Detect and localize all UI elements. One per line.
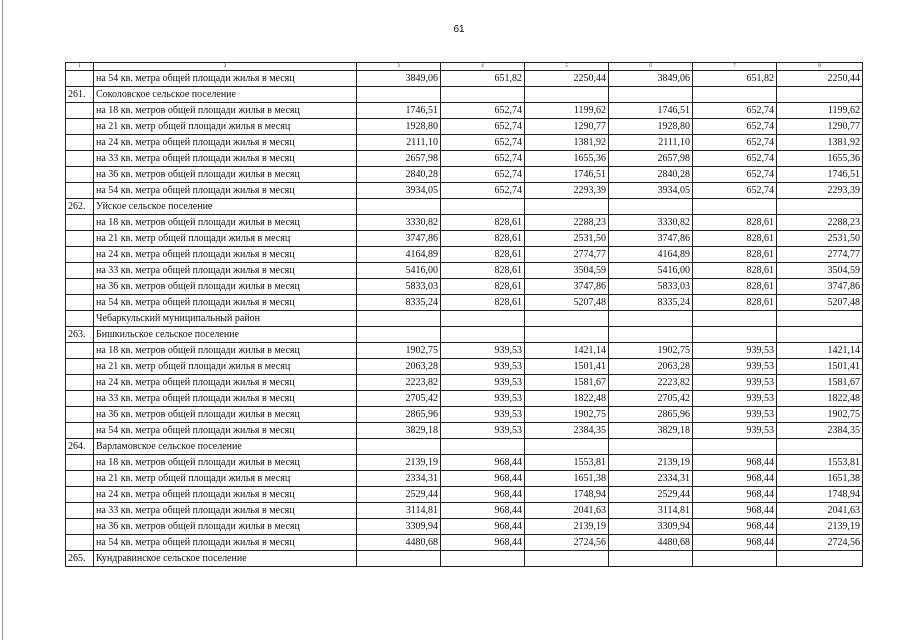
value-cell: 2111,10 [609, 135, 693, 151]
value-cell: 2139,19 [357, 455, 441, 471]
value-cell: 5833,03 [357, 279, 441, 295]
value-cell [609, 551, 693, 567]
value-cell: 968,44 [441, 503, 525, 519]
value-cell: 939,53 [693, 359, 777, 375]
value-cell: 968,44 [441, 471, 525, 487]
value-cell [525, 439, 609, 455]
row-description: на 18 кв. метров общей площади жилья в месяц [94, 343, 357, 359]
value-cell: 1553,81 [777, 455, 863, 471]
row-description: на 33 кв. метра общей площади жилья в месяц [94, 503, 357, 519]
row-description: на 54 кв. метра общей площади жилья в месяц [94, 295, 357, 311]
value-cell [525, 199, 609, 215]
value-cell: 5416,00 [609, 263, 693, 279]
value-cell [441, 551, 525, 567]
value-cell [609, 439, 693, 455]
row-description: Чебаркульский муниципальный район [94, 311, 357, 327]
table-row [66, 87, 863, 103]
value-cell: 1746,51 [609, 103, 693, 119]
value-cell: 939,53 [441, 375, 525, 391]
value-cell [777, 199, 863, 215]
row-description: на 33 кв. метра общей площади жилья в месяц [94, 263, 357, 279]
value-cell: 2657,98 [357, 151, 441, 167]
row-index: 264. [66, 439, 94, 455]
column-number: 2 [94, 63, 357, 71]
table-row [66, 519, 863, 535]
value-cell: 3114,81 [357, 503, 441, 519]
value-cell [441, 199, 525, 215]
value-cell: 828,61 [441, 247, 525, 263]
row-index [66, 407, 94, 423]
value-cell: 2111,10 [357, 135, 441, 151]
table-row [66, 423, 863, 439]
value-cell [609, 87, 693, 103]
value-cell: 939,53 [693, 423, 777, 439]
table-row [66, 551, 863, 567]
row-description: на 33 кв. метра общей площади жилья в месяц [94, 391, 357, 407]
row-description: на 18 кв. метров общей площади жилья в месяц [94, 455, 357, 471]
value-cell: 1290,77 [525, 119, 609, 135]
value-cell: 968,44 [693, 455, 777, 471]
value-cell: 3747,86 [609, 231, 693, 247]
row-index [66, 151, 94, 167]
value-cell: 968,44 [693, 535, 777, 551]
value-cell: 4480,68 [357, 535, 441, 551]
value-cell: 939,53 [441, 359, 525, 375]
value-cell: 3330,82 [357, 215, 441, 231]
table-row [66, 391, 863, 407]
row-index [66, 119, 94, 135]
value-cell [609, 311, 693, 327]
column-number-row [66, 63, 863, 71]
page-left-edge [2, 0, 3, 640]
value-cell: 1199,62 [525, 103, 609, 119]
table-row [66, 119, 863, 135]
value-cell [777, 327, 863, 343]
row-index [66, 71, 94, 87]
value-cell: 5207,48 [525, 295, 609, 311]
value-cell: 3849,06 [609, 71, 693, 87]
value-cell: 3309,94 [357, 519, 441, 535]
row-description: Бишкильское сельское поселение [94, 327, 357, 343]
value-cell: 2250,44 [777, 71, 863, 87]
row-description: на 18 кв. метров общей площади жилья в месяц [94, 103, 357, 119]
value-cell [357, 327, 441, 343]
value-cell: 1381,92 [525, 135, 609, 151]
value-cell: 2705,42 [609, 391, 693, 407]
row-index [66, 247, 94, 263]
value-cell: 3934,05 [357, 183, 441, 199]
value-cell: 2531,50 [777, 231, 863, 247]
value-cell: 3309,94 [609, 519, 693, 535]
value-cell: 1902,75 [609, 343, 693, 359]
value-cell [693, 439, 777, 455]
value-cell: 1902,75 [777, 407, 863, 423]
value-cell: 652,74 [441, 167, 525, 183]
value-cell: 828,61 [693, 215, 777, 231]
value-cell: 2293,39 [525, 183, 609, 199]
row-index [66, 167, 94, 183]
value-cell: 2293,39 [777, 183, 863, 199]
value-cell [777, 87, 863, 103]
value-cell: 652,74 [441, 119, 525, 135]
row-index: 261. [66, 87, 94, 103]
value-cell: 5207,48 [777, 295, 863, 311]
value-cell: 1655,36 [777, 151, 863, 167]
value-cell: 3829,18 [609, 423, 693, 439]
table-row [66, 327, 863, 343]
value-cell: 939,53 [693, 391, 777, 407]
value-cell: 939,53 [441, 423, 525, 439]
table-row [66, 135, 863, 151]
value-cell [357, 199, 441, 215]
row-index [66, 279, 94, 295]
row-description: Соколовское сельское поселение [94, 87, 357, 103]
value-cell: 939,53 [441, 391, 525, 407]
row-description: на 36 кв. метров общей площади жилья в месяц [94, 167, 357, 183]
row-index [66, 295, 94, 311]
row-index [66, 263, 94, 279]
row-index [66, 519, 94, 535]
value-cell [441, 87, 525, 103]
table-row [66, 343, 863, 359]
table-row [66, 151, 863, 167]
table-row [66, 439, 863, 455]
table-row [66, 295, 863, 311]
value-cell: 3747,86 [525, 279, 609, 295]
value-cell: 2657,98 [609, 151, 693, 167]
row-description: на 21 кв. метр общей площади жилья в месяц [94, 231, 357, 247]
value-cell [441, 327, 525, 343]
row-description: на 21 кв. метр общей площади жилья в месяц [94, 119, 357, 135]
value-cell: 652,74 [693, 151, 777, 167]
value-cell [441, 439, 525, 455]
row-description: на 24 кв. метра общей площади жилья в месяц [94, 247, 357, 263]
value-cell: 1822,48 [777, 391, 863, 407]
value-cell: 652,74 [693, 103, 777, 119]
value-cell [441, 311, 525, 327]
value-cell: 2334,31 [357, 471, 441, 487]
table-row [66, 487, 863, 503]
value-cell: 3829,18 [357, 423, 441, 439]
value-cell: 1581,67 [525, 375, 609, 391]
column-number: 6 [609, 63, 693, 71]
value-cell: 652,74 [441, 151, 525, 167]
table-row [66, 407, 863, 423]
tariff-table [65, 62, 863, 567]
value-cell: 652,74 [693, 119, 777, 135]
value-cell: 968,44 [441, 535, 525, 551]
value-cell [609, 327, 693, 343]
value-cell [357, 551, 441, 567]
row-index [66, 103, 94, 119]
row-index [66, 215, 94, 231]
value-cell: 968,44 [693, 519, 777, 535]
column-number: 4 [441, 63, 525, 71]
value-cell [693, 327, 777, 343]
value-cell: 2774,77 [777, 247, 863, 263]
value-cell: 652,74 [693, 167, 777, 183]
value-cell: 4164,89 [609, 247, 693, 263]
row-description: на 36 кв. метров общей площади жилья в месяц [94, 279, 357, 295]
value-cell: 1746,51 [357, 103, 441, 119]
value-cell [357, 311, 441, 327]
value-cell: 939,53 [441, 343, 525, 359]
row-index [66, 487, 94, 503]
value-cell: 968,44 [441, 487, 525, 503]
value-cell: 828,61 [441, 215, 525, 231]
value-cell: 1655,36 [525, 151, 609, 167]
value-cell: 2529,44 [609, 487, 693, 503]
column-number: 5 [525, 63, 609, 71]
table-row [66, 455, 863, 471]
value-cell: 2705,42 [357, 391, 441, 407]
row-index [66, 423, 94, 439]
table-body [66, 63, 863, 567]
row-index [66, 183, 94, 199]
row-index [66, 535, 94, 551]
table-row [66, 263, 863, 279]
value-cell: 4480,68 [609, 535, 693, 551]
row-description: на 54 кв. метра общей площади жилья в месяц [94, 535, 357, 551]
value-cell: 828,61 [441, 231, 525, 247]
table-row [66, 231, 863, 247]
row-index [66, 503, 94, 519]
table-row [66, 311, 863, 327]
value-cell [693, 551, 777, 567]
table-row [66, 103, 863, 119]
row-description: на 18 кв. метров общей площади жилья в месяц [94, 215, 357, 231]
value-cell: 652,74 [441, 103, 525, 119]
row-description: на 21 кв. метр общей площади жилья в месяц [94, 471, 357, 487]
row-description: на 24 кв. метра общей площади жилья в месяц [94, 375, 357, 391]
value-cell [525, 327, 609, 343]
value-cell: 3747,86 [357, 231, 441, 247]
value-cell: 2041,63 [777, 503, 863, 519]
value-cell: 828,61 [693, 231, 777, 247]
table-row [66, 279, 863, 295]
row-index [66, 359, 94, 375]
value-cell [777, 551, 863, 567]
value-cell: 2139,19 [777, 519, 863, 535]
row-index [66, 231, 94, 247]
row-description: Кундравинское сельское поселение [94, 551, 357, 567]
value-cell: 1581,67 [777, 375, 863, 391]
value-cell [609, 199, 693, 215]
table-row [66, 375, 863, 391]
value-cell: 968,44 [693, 487, 777, 503]
value-cell: 5416,00 [357, 263, 441, 279]
value-cell: 1822,48 [525, 391, 609, 407]
value-cell: 3504,59 [777, 263, 863, 279]
value-cell: 2840,28 [609, 167, 693, 183]
value-cell: 2865,96 [357, 407, 441, 423]
table-row [66, 535, 863, 551]
value-cell: 1501,41 [777, 359, 863, 375]
value-cell: 1902,75 [525, 407, 609, 423]
value-cell: 1199,62 [777, 103, 863, 119]
value-cell: 2724,56 [525, 535, 609, 551]
value-cell: 939,53 [441, 407, 525, 423]
value-cell [777, 311, 863, 327]
row-description: на 54 кв. метра общей площади жилья в месяц [94, 71, 357, 87]
value-cell: 828,61 [441, 263, 525, 279]
table-row [66, 503, 863, 519]
column-number: 8 [777, 63, 863, 71]
value-cell: 2063,28 [357, 359, 441, 375]
table-row [66, 247, 863, 263]
value-cell: 968,44 [693, 471, 777, 487]
value-cell: 939,53 [693, 375, 777, 391]
row-index: 263. [66, 327, 94, 343]
row-description: Варламовское сельское поселение [94, 439, 357, 455]
value-cell: 4164,89 [357, 247, 441, 263]
value-cell: 968,44 [441, 455, 525, 471]
value-cell: 1381,92 [777, 135, 863, 151]
value-cell: 3747,86 [777, 279, 863, 295]
value-cell: 828,61 [693, 295, 777, 311]
row-description: на 54 кв. метра общей площади жилья в месяц [94, 183, 357, 199]
value-cell: 3504,59 [525, 263, 609, 279]
value-cell: 2529,44 [357, 487, 441, 503]
row-index [66, 375, 94, 391]
value-cell: 2384,35 [525, 423, 609, 439]
value-cell: 3114,81 [609, 503, 693, 519]
value-cell: 2139,19 [609, 455, 693, 471]
value-cell: 2041,63 [525, 503, 609, 519]
value-cell [525, 311, 609, 327]
value-cell: 1651,38 [525, 471, 609, 487]
column-number: 3 [357, 63, 441, 71]
value-cell: 5833,03 [609, 279, 693, 295]
row-description: Уйское сельское поселение [94, 199, 357, 215]
value-cell: 2139,19 [525, 519, 609, 535]
value-cell: 828,61 [693, 247, 777, 263]
value-cell: 652,74 [441, 135, 525, 151]
value-cell: 8335,24 [357, 295, 441, 311]
table-row [66, 471, 863, 487]
row-description: на 36 кв. метров общей площади жилья в месяц [94, 519, 357, 535]
value-cell: 828,61 [441, 295, 525, 311]
value-cell: 2223,82 [609, 375, 693, 391]
value-cell: 939,53 [693, 407, 777, 423]
value-cell: 8335,24 [609, 295, 693, 311]
row-description: на 36 кв. метров общей площади жилья в месяц [94, 407, 357, 423]
value-cell: 1902,75 [357, 343, 441, 359]
value-cell: 1746,51 [777, 167, 863, 183]
column-number: 1 [66, 63, 94, 71]
value-cell: 1748,94 [777, 487, 863, 503]
value-cell: 828,61 [693, 263, 777, 279]
value-cell: 2063,28 [609, 359, 693, 375]
value-cell: 651,82 [693, 71, 777, 87]
value-cell [693, 199, 777, 215]
value-cell: 652,74 [693, 135, 777, 151]
value-cell: 939,53 [693, 343, 777, 359]
row-index [66, 135, 94, 151]
value-cell: 1501,41 [525, 359, 609, 375]
row-index [66, 343, 94, 359]
row-description: на 33 кв. метра общей площади жилья в месяц [94, 151, 357, 167]
value-cell [525, 87, 609, 103]
value-cell: 1748,94 [525, 487, 609, 503]
value-cell: 1651,38 [777, 471, 863, 487]
value-cell: 2223,82 [357, 375, 441, 391]
value-cell: 652,74 [441, 183, 525, 199]
value-cell: 1290,77 [777, 119, 863, 135]
value-cell: 2250,44 [525, 71, 609, 87]
value-cell [525, 551, 609, 567]
value-cell [357, 87, 441, 103]
row-description: на 24 кв. метра общей площади жилья в месяц [94, 487, 357, 503]
value-cell: 1928,80 [609, 119, 693, 135]
value-cell: 828,61 [693, 279, 777, 295]
value-cell: 828,61 [441, 279, 525, 295]
row-index [66, 311, 94, 327]
row-index: 262. [66, 199, 94, 215]
row-index [66, 391, 94, 407]
table-row [66, 199, 863, 215]
table-row [66, 215, 863, 231]
row-description: на 21 кв. метр общей площади жилья в месяц [94, 359, 357, 375]
page-number: 61 [453, 24, 465, 35]
value-cell: 2865,96 [609, 407, 693, 423]
table-row [66, 167, 863, 183]
value-cell: 2531,50 [525, 231, 609, 247]
value-cell: 968,44 [441, 519, 525, 535]
value-cell: 2724,56 [777, 535, 863, 551]
value-cell: 1421,14 [777, 343, 863, 359]
value-cell: 3330,82 [609, 215, 693, 231]
column-number: 7 [693, 63, 777, 71]
table-row [66, 359, 863, 375]
value-cell: 2774,77 [525, 247, 609, 263]
row-index [66, 471, 94, 487]
value-cell: 1421,14 [525, 343, 609, 359]
value-cell [693, 311, 777, 327]
row-index [66, 455, 94, 471]
value-cell: 1746,51 [525, 167, 609, 183]
value-cell: 2384,35 [777, 423, 863, 439]
value-cell: 651,82 [441, 71, 525, 87]
value-cell: 1928,80 [357, 119, 441, 135]
value-cell: 2840,28 [357, 167, 441, 183]
value-cell: 968,44 [693, 503, 777, 519]
value-cell: 2334,31 [609, 471, 693, 487]
value-cell: 652,74 [693, 183, 777, 199]
table-row [66, 71, 863, 87]
value-cell: 3849,06 [357, 71, 441, 87]
value-cell: 2288,23 [525, 215, 609, 231]
row-description: на 24 кв. метра общей площади жилья в месяц [94, 135, 357, 151]
value-cell [357, 439, 441, 455]
row-index: 265. [66, 551, 94, 567]
value-cell [777, 439, 863, 455]
value-cell: 1553,81 [525, 455, 609, 471]
table-row [66, 183, 863, 199]
value-cell: 3934,05 [609, 183, 693, 199]
value-cell: 2288,23 [777, 215, 863, 231]
value-cell [693, 87, 777, 103]
row-description: на 54 кв. метра общей площади жилья в месяц [94, 423, 357, 439]
